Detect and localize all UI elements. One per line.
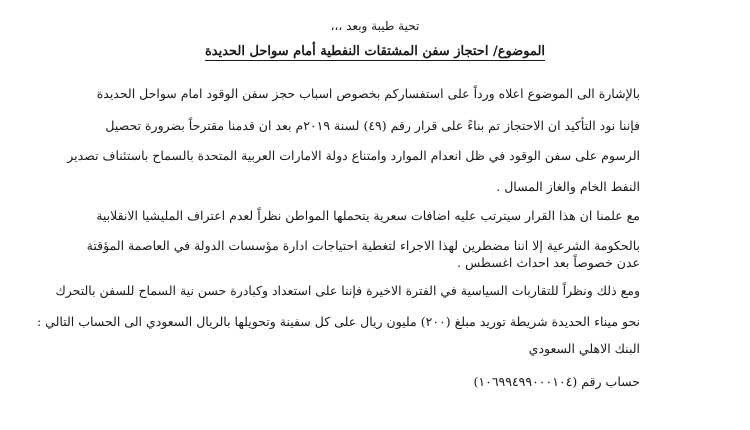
letter-greeting: تحية طيبة وبعد ،،،: [330, 19, 420, 33]
letter-body-line: عدن خصوصاً بعد احداث اغسطس .: [457, 255, 640, 270]
letter-account-number: حساب رقم (١٠٦٩٩٤٩٩٠٠٠١٠٤): [473, 374, 640, 389]
letter-body-line: بالإشارة الى الموضوع اعلاه ورداً على استفساركم بخصوص اسباب حجز سفن الوقود امام سواحل الحديدة: [96, 86, 640, 101]
letter-body-line: نحو ميناء الحديدة شريطة توريد مبلغ (٢٠٠) مليون ريال على كل سفينة وتحويلها بالريال السعودي الى الحساب التالي :: [36, 314, 640, 329]
letter-body-line: مع علمنا ان هذا القرار سيترتب عليه اضافات سعرية يتحملها المواطن نظراً لعدم اعتراف المليشيا الانقلابية: [96, 208, 640, 223]
letter-body-line: فإننا نود التأكيد ان الاحتجاز تم بناءً على قرار رقم (٤٩) لسنة ٢٠١٩م بعد ان قدمنا مقترحاً بضرورة تحصيل: [105, 118, 640, 133]
letter-subject-text: الموضوع/ احتجاز سفن المشتقات النفطية أمام سواحل الحديدة: [204, 44, 546, 59]
letter-body-line: النفط الخام والغاز المسال .: [496, 179, 640, 194]
letter-subject: [0, 44, 750, 60]
letter-body-line: الرسوم على سفن الوقود في ظل انعدام الموارد وامتناع دولة الامارات العربية المتحدة بالسماح باستئناف تصدير: [67, 148, 640, 163]
letter-body-line: ومع ذلك ونظراً للتقاربات السياسية في الفترة الاخيرة فإننا على استعداد وكبادرة حسن نية السماح للسفن بالتحرك: [55, 283, 640, 298]
letter-body-line: بالحكومة الشرعية إلا اننا مضطرين لهذا الاجراء لتغطية احتياجات ادارة مؤسسات الدولة في العاصمة المؤقتة: [86, 238, 640, 253]
letter-bank-name: البنك الاهلي السعودي: [528, 341, 640, 356]
